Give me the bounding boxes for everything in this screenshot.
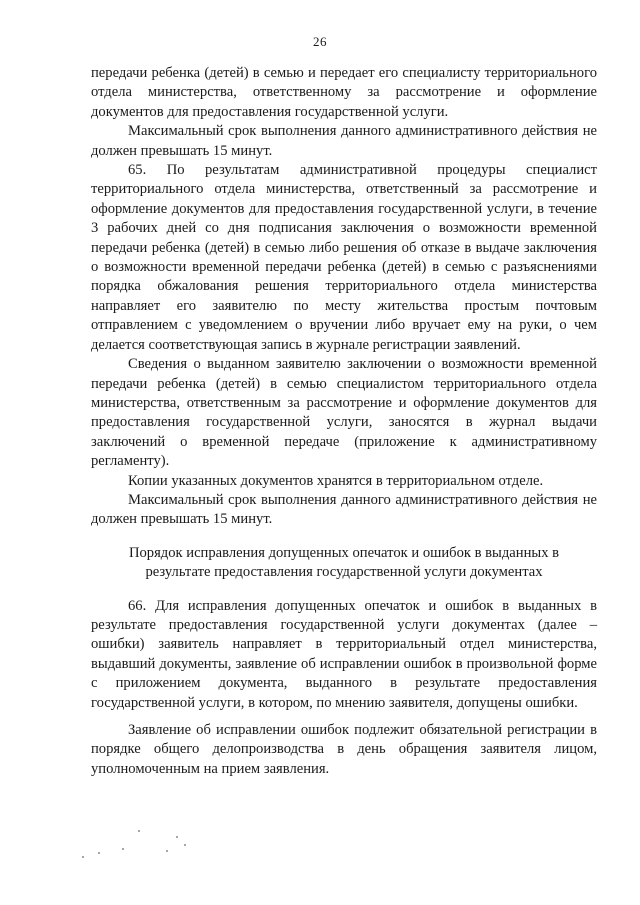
spacer [91, 530, 597, 544]
paragraph-max-time-2: Максимальный срок выполнения данного административного действия не должен превышать 15 минут. [91, 491, 597, 528]
paragraph-transfer-end: передачи ребенка (детей) в семью и передает его специалисту территориального отдела министерства, ответственному за рассмотрение и оформление документов для предоставления государственной услуги. [91, 65, 597, 120]
spacer [91, 583, 597, 597]
paragraph-conclusion-info: Сведения о выданном заявителю заключении о возможности временной передачи ребенка (детей) в семью специалистом территориального отдела министерства, ответственным за рассмотрение и оформление документов для предоставления государственной услуги, заносятся в журнал выдачи заключений о временной передаче (приложение к административному регламенту). [91, 356, 597, 470]
page-number: 26 [313, 34, 327, 49]
paragraph-max-time-1: Максимальный срок выполнения данного административного действия не должен превышать 15 минут. [91, 123, 597, 159]
paragraph-copies-stored: Копии указанных документов хранятся в территориальном отделе. [128, 472, 544, 489]
paragraph-clause-66: 66. Для исправления допущенных опечаток и ошибок в выданных в результате предоставления государственной услуги документах (далее – ошибки) заявитель направляет в территориальный отдел министерства, выдавший документы, заявление об исправлении ошибок в произвольной форме с приложением документа, выданного в результате предоставления государственной услуги, в котором, по мнению заявителя, допущены ошибки. [91, 597, 597, 711]
section-heading: Порядок исправления допущенных опечаток и ошибок в выданных в результате предоставления государственной услуги документах [128, 544, 560, 581]
paragraph-registration: Заявление об исправлении ошибок подлежит обязательной регистрации в порядке общего делопроизводства в день обращения заявителя лицом, уполномоченным на прием заявления. [91, 722, 597, 777]
spacer [91, 713, 597, 721]
scan-noise-decoration [80, 822, 210, 872]
document-body [91, 64, 597, 779]
paragraph-clause-65: 65. По результатам административной процедуры специалист территориального отдела министерства, ответственный за рассмотрение и оформление документов для предоставления государственной услуги, в течение 3 рабочих дней со дня подписания заключения о возможности временной передачи ребенка (детей) в семью либо решения об отказе в выдаче заключения о возможности временной передачи ребенка (детей) в семью с разъяснениями порядка обжалования решения территориального отдела министерства направляет его заявителю по месту жительства простым почтовым отправлением с уведомлением о вручении либо вручает ему на руки, о чем делается соответствующая запись в журнале регистрации заявлений. [91, 162, 597, 353]
